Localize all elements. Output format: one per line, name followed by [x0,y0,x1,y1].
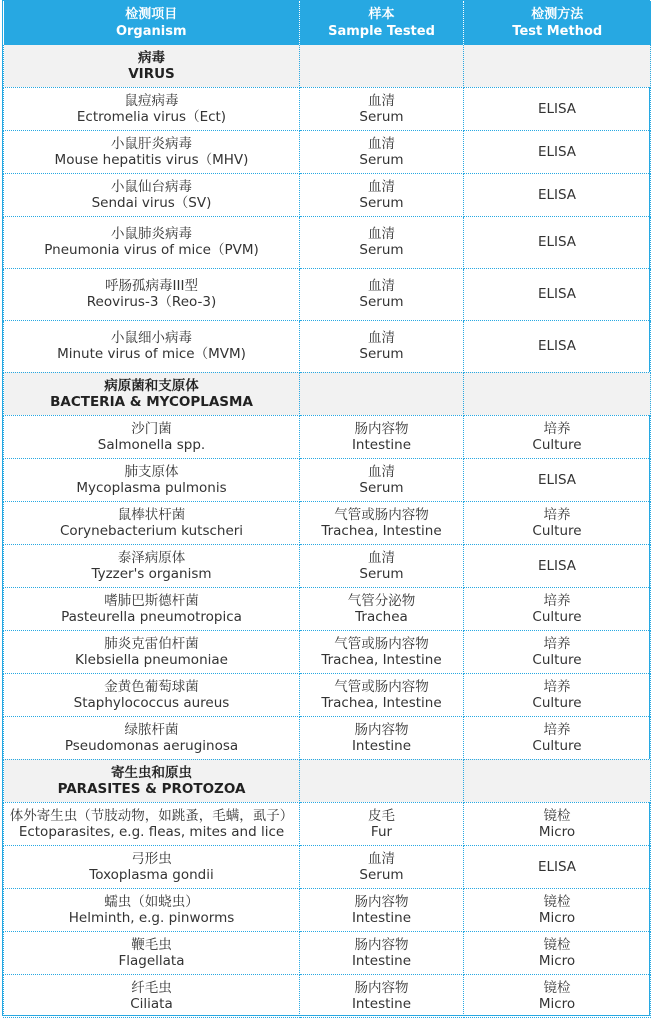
method-en: Micro [538,909,576,926]
method-zh: 培养 [543,506,571,523]
method-en: Micro [538,823,576,840]
sample-en: Intestine [351,436,412,453]
organism-cell [4,173,300,216]
sample-cell [300,320,464,372]
organism-zh: 泰泽病原体 [117,549,186,566]
organism-en: Helminth, e.g. pinworms [68,909,235,926]
method-en: Culture [532,522,582,539]
method-zh: ELISA [537,557,577,574]
sample-zh: 血清 [368,278,395,294]
table-row [4,544,651,587]
sample-zh: 气管或肠内容物 [334,506,429,523]
organism-en: Ciliata [130,995,173,1012]
organism-en: Ectromelia virus（Ect) [76,108,227,125]
organism-cell [4,630,300,673]
organism-en: Corynebacterium kutscheri [59,522,244,539]
header-sample-zh: 样本 [368,7,395,22]
table-row [4,458,651,501]
table-row [4,587,651,630]
organism-en: Ectoparasites, e.g. fleas, mites and lice [18,823,285,840]
organism-zh: 嗜肺巴斯德杆菌 [104,592,199,609]
sample-cell [300,458,464,501]
sample-zh: 血清 [368,463,395,480]
table-body [4,45,651,1017]
method-zh: 培养 [543,420,571,437]
sample-cell [300,673,464,716]
organism-cell [4,673,300,716]
organism-zh: 肺炎克雷伯杆菌 [104,635,199,652]
organism-cell [4,544,300,587]
sample-en: Serum [359,866,404,883]
method-en: Micro [538,952,576,969]
sample-en: Serum [359,242,404,258]
method-en: Culture [532,436,582,453]
method-cell [464,673,651,716]
section-row [4,372,651,415]
organism-cell [4,268,300,320]
header-method-zh: 检测方法 [531,7,584,22]
organism-zh: 鼠痘病毒 [124,92,179,109]
table-header-row [4,1,651,45]
sample-cell [300,587,464,630]
organism-zh: 金黄色葡萄球菌 [104,678,199,695]
sample-cell [300,630,464,673]
section-title-en: BACTERIA & MYCOPLASMA [50,393,253,410]
organism-cell [4,974,300,1017]
method-zh: ELISA [537,338,577,354]
section-title-zh: 病毒 [138,49,165,66]
organism-en: Mycoplasma pulmonis [76,479,227,496]
table-row [4,501,651,544]
method-zh: 镜检 [543,807,571,824]
method-zh: ELISA [537,234,577,250]
organism-cell [4,216,300,268]
method-cell [464,130,651,173]
method-cell [464,501,651,544]
sample-zh: 血清 [368,92,395,109]
organism-zh: 鞭毛虫 [131,936,172,953]
sample-zh: 肠内容物 [354,721,409,738]
sample-en: Intestine [351,909,412,926]
sample-cell [300,931,464,974]
section-title-en: VIRUS [128,65,175,82]
health-monitoring-table [3,1,651,1018]
organism-zh: 体外寄生虫（节肢动物，如跳蚤，毛螨，虱子） [9,807,294,824]
sample-zh: 气管或肠内容物 [334,635,429,652]
sample-en: Serum [359,108,404,125]
method-cell [464,716,651,759]
section-title [4,372,300,415]
sample-cell [300,544,464,587]
section-title [4,45,300,87]
organism-cell [4,320,300,372]
section-empty-cell [464,45,651,87]
organism-zh: 小鼠细小病毒 [111,330,192,346]
sample-zh: 肠内容物 [354,979,409,996]
method-en: Culture [532,608,582,625]
sample-en: Serum [359,194,404,211]
table-row [4,888,651,931]
sample-en: Trachea [355,608,408,625]
sample-en: Trachea, Intestine [321,522,442,539]
organism-zh: 小鼠肺炎病毒 [111,226,192,242]
sample-zh: 皮毛 [368,807,395,824]
method-cell [464,415,651,458]
sample-en: Serum [359,565,404,582]
organism-cell [4,716,300,759]
sample-zh: 气管或肠内容物 [334,678,429,695]
organism-cell [4,415,300,458]
method-en: Micro [538,995,576,1012]
method-cell [464,320,651,372]
section-row [4,759,651,802]
sample-en: Serum [359,479,404,496]
header-organism-zh: 检测项目 [125,7,178,22]
sample-cell [300,268,464,320]
sample-en: Trachea, Intestine [321,694,442,711]
organism-en: Sendai virus（SV) [91,194,212,211]
sample-en: Serum [359,151,404,168]
table-row [4,845,651,888]
method-cell [464,544,651,587]
table-row [4,931,651,974]
organism-zh: 蠕虫（如蛲虫） [104,893,199,910]
section-title-zh: 寄生虫和原虫 [111,764,192,781]
section-empty-cell [464,372,651,415]
section-title [4,759,300,802]
organism-en: Klebsiella pneumoniae [75,651,228,668]
table-row [4,130,651,173]
sample-cell [300,173,464,216]
sample-cell [300,888,464,931]
method-cell [464,587,651,630]
section-empty-cell [300,759,464,802]
method-zh: ELISA [537,858,577,875]
organism-en: Staphylococcus aureus [73,694,230,711]
section-empty-cell [464,759,651,802]
organism-en: Minute virus of mice（MVM) [57,346,246,362]
header-sample-en: Sample Tested [328,24,435,39]
sample-cell [300,802,464,845]
organism-en: Pseudomonas aeruginosa [64,737,239,754]
header-method [464,1,651,45]
sample-en: Serum [359,294,404,310]
organism-cell [4,845,300,888]
sample-cell [300,974,464,1017]
sample-en: Serum [359,346,404,362]
organism-zh: 肺支原体 [124,463,179,480]
organism-zh: 沙门菌 [131,420,172,437]
sample-zh: 血清 [368,135,395,152]
sample-cell [300,87,464,130]
organism-zh: 鼠棒状杆菌 [117,506,186,523]
organism-cell [4,802,300,845]
table-row [4,173,651,216]
method-zh: ELISA [537,100,577,117]
sample-cell [300,845,464,888]
sample-cell [300,130,464,173]
sample-cell [300,415,464,458]
organism-zh: 弓形虫 [131,850,172,867]
table-row [4,268,651,320]
sample-cell [300,216,464,268]
section-title-en: PARASITES & PROTOZOA [57,780,246,797]
method-cell [464,974,651,1017]
organism-en: Pneumonia virus of mice（PVM) [44,242,259,258]
organism-en: Toxoplasma gondii [89,866,214,883]
method-cell [464,458,651,501]
organism-zh: 小鼠仙台病毒 [111,178,192,195]
sample-zh: 血清 [368,226,395,242]
header-method-en: Test Method [512,24,603,39]
organism-cell [4,130,300,173]
organism-zh: 纤毛虫 [131,979,172,996]
method-cell [464,888,651,931]
section-title-zh: 病原菌和支原体 [104,377,199,394]
organism-en: Tyzzer's organism [91,565,212,582]
header-organism [4,1,300,45]
method-en: Culture [532,694,582,711]
table-row [4,974,651,1017]
organism-cell [4,931,300,974]
method-cell [464,630,651,673]
sample-zh: 血清 [368,549,395,566]
sample-zh: 肠内容物 [354,936,409,953]
header-sample [300,1,464,45]
method-cell [464,931,651,974]
organism-cell [4,458,300,501]
organism-cell [4,587,300,630]
method-zh: ELISA [537,143,577,160]
sample-zh: 肠内容物 [354,420,409,437]
method-zh: 镜检 [543,979,571,996]
sample-en: Fur [370,823,393,840]
sample-en: Intestine [351,995,412,1012]
method-zh: 培养 [543,592,571,609]
organism-zh: 呼肠孤病毒III型 [105,278,198,294]
table-row [4,87,651,130]
method-zh: ELISA [537,471,577,488]
organism-en: Salmonella spp. [97,436,206,453]
sample-en: Trachea, Intestine [321,651,442,668]
table-row [4,216,651,268]
organism-cell [4,501,300,544]
table-row [4,802,651,845]
method-zh: 培养 [543,678,571,695]
method-en: Culture [532,651,582,668]
method-cell [464,173,651,216]
method-cell [464,216,651,268]
sample-cell [300,716,464,759]
method-zh: 镜检 [543,893,571,910]
organism-zh: 绿脓杆菌 [124,721,179,738]
table-row [4,415,651,458]
sample-zh: 血清 [368,178,395,195]
organism-en: Pasteurella pneumotropica [61,608,242,625]
method-en: Culture [532,737,582,754]
organism-zh: 小鼠肝炎病毒 [111,135,192,152]
organism-cell [4,87,300,130]
table-row [4,320,651,372]
table-row [4,630,651,673]
method-zh: 镜检 [543,936,571,953]
sample-zh: 血清 [368,330,395,346]
organism-en: Flagellata [118,952,185,969]
sample-zh: 肠内容物 [354,893,409,910]
section-empty-cell [300,45,464,87]
method-cell [464,268,651,320]
method-cell [464,845,651,888]
section-empty-cell [300,372,464,415]
organism-cell [4,888,300,931]
section-row [4,45,651,87]
method-zh: 培养 [543,721,571,738]
table-row [4,716,651,759]
method-zh: 培养 [543,635,571,652]
method-cell [464,87,651,130]
sample-en: Intestine [351,737,412,754]
sample-zh: 气管分泌物 [347,592,416,609]
sample-zh: 血清 [368,850,395,867]
method-zh: ELISA [537,186,577,203]
sample-cell [300,501,464,544]
method-cell [464,802,651,845]
sample-en: Intestine [351,952,412,969]
table-row [4,673,651,716]
header-organism-en: Organism [115,24,187,39]
method-zh: ELISA [537,286,577,302]
organism-en: Mouse hepatitis virus（MHV) [54,151,249,168]
organism-en: Reovirus-3（Reo-3) [86,294,217,310]
